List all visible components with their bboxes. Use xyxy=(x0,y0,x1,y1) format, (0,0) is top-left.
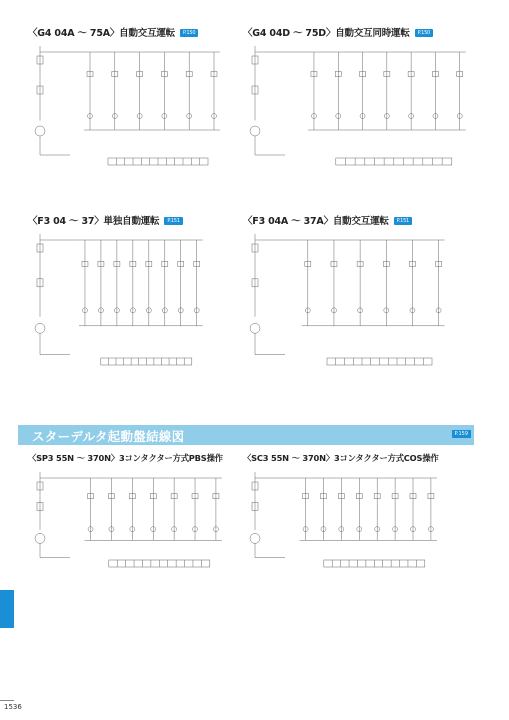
section-title-text: 〈SC3 55N ～ 370N〉3コンタクター方式COS操作 xyxy=(243,453,439,463)
section-title-f3-a xyxy=(243,213,412,227)
wiring-diagram-f3-alternating xyxy=(243,226,453,391)
schematic-drawing xyxy=(28,226,210,391)
section-title-sc3 xyxy=(243,452,439,464)
section-title-text: 〈G4 04D ～ 75D〉自動交互同時運転 xyxy=(243,28,410,39)
wiring-diagram-f3-single xyxy=(28,226,210,391)
section-banner xyxy=(18,425,474,445)
section-title-text: 〈G4 04A ～ 75A〉自動交互運転 xyxy=(28,28,175,39)
page-ref-badge[interactable]: P.150 xyxy=(180,29,198,37)
section-title-sp3 xyxy=(28,452,223,464)
wiring-diagram-sp3-pbs xyxy=(28,464,230,584)
section-title-text: 〈F3 04 ～ 37〉単独自動運転 xyxy=(28,216,160,227)
schematic-drawing xyxy=(243,226,453,391)
page-ref-badge[interactable]: P.151 xyxy=(394,217,412,225)
schematic-drawing xyxy=(28,464,230,584)
banner-title: スターデルタ起動盤結線図 xyxy=(32,429,185,444)
section-title-f3 xyxy=(28,213,183,227)
wiring-diagram-sc3-cos xyxy=(243,464,445,584)
section-title-text: 〈F3 04A ～ 37A〉自動交互運転 xyxy=(243,216,389,227)
chapter-tab xyxy=(0,590,14,628)
schematic-drawing xyxy=(28,38,228,188)
page-ref-badge[interactable]: P.159 xyxy=(452,430,471,438)
wiring-diagram-g4-alternating xyxy=(28,38,228,188)
wiring-diagram-g4-simultaneous xyxy=(243,38,475,188)
section-title-g4-d xyxy=(243,25,433,39)
section-title-text: 〈SP3 55N ～ 370N〉3コンタクター方式PBS操作 xyxy=(28,453,223,463)
schematic-drawing xyxy=(243,38,475,188)
page-ref-badge[interactable]: P.151 xyxy=(164,217,182,225)
section-title-g4-a xyxy=(28,25,198,39)
page-divider xyxy=(0,700,14,701)
schematic-drawing xyxy=(243,464,445,584)
page-ref-badge[interactable]: P.150 xyxy=(415,29,433,37)
page-number: 1536 xyxy=(4,703,22,711)
